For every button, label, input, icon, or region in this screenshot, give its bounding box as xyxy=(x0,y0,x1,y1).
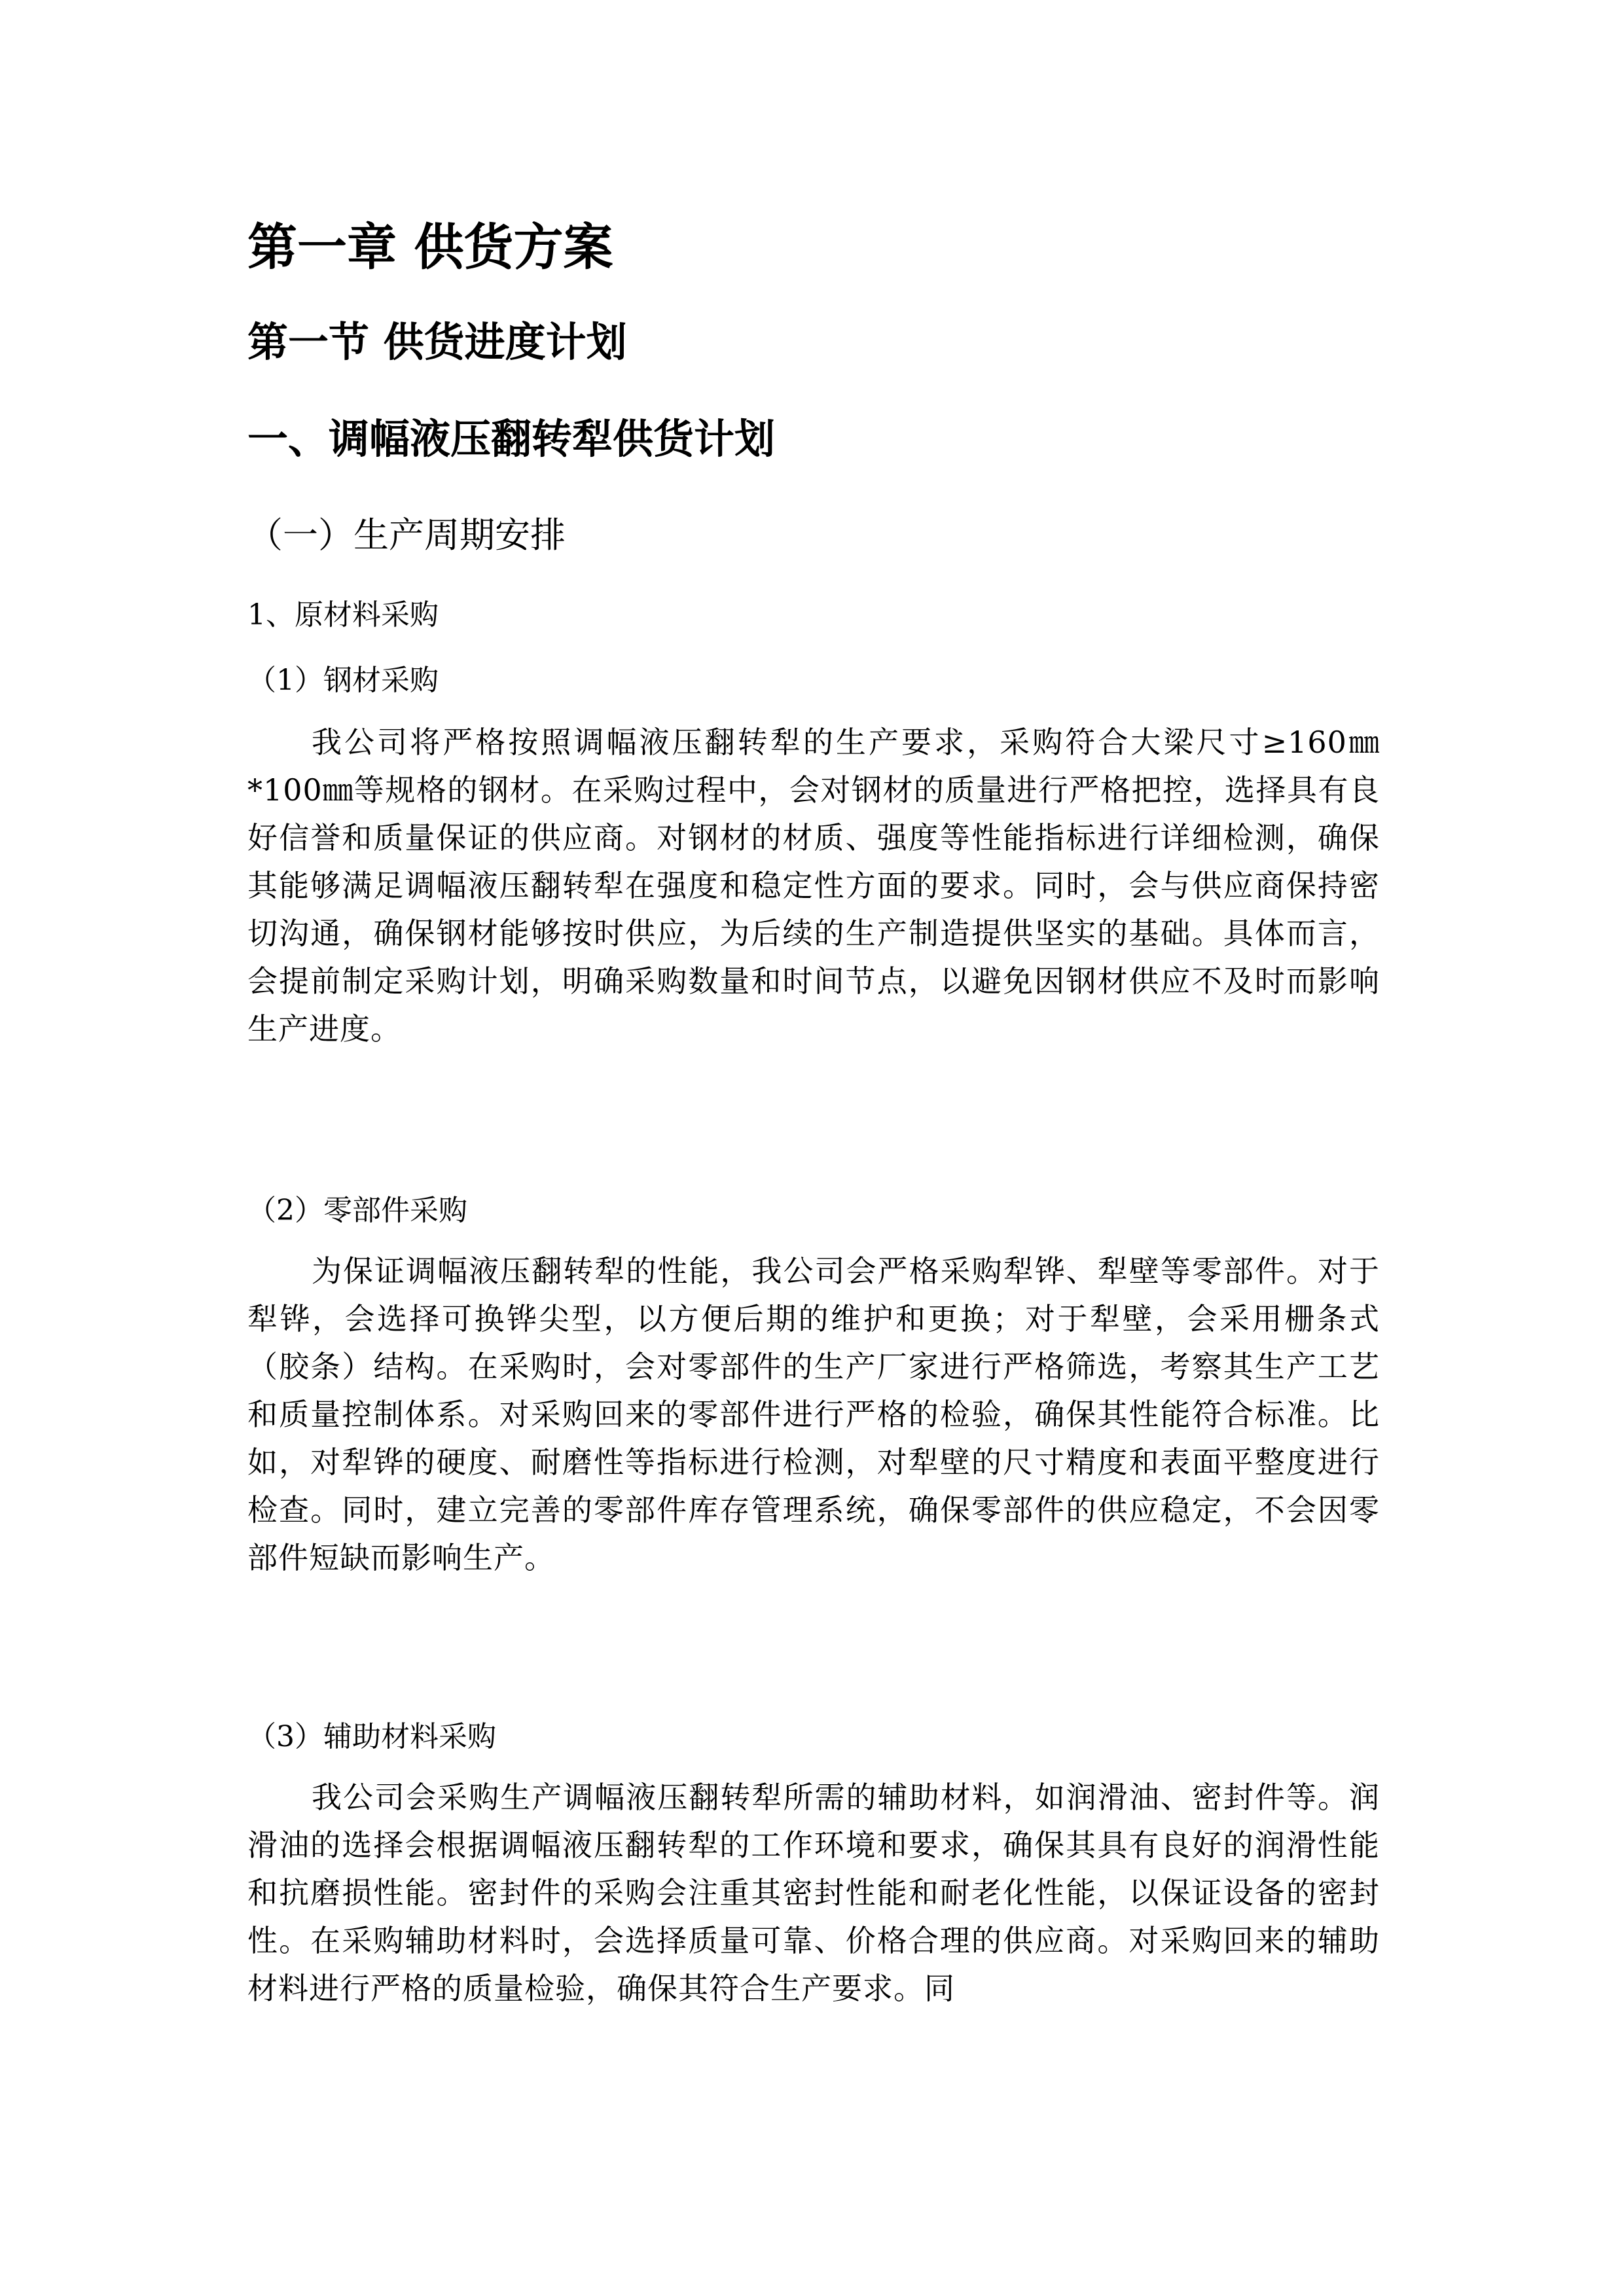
heading-plan: 一、调幅液压翻转犁供货计划 xyxy=(247,415,776,463)
heading-raw-material-procurement: 1、原材料采购 xyxy=(247,598,439,632)
paragraph-auxiliary: 我公司会采购生产调幅液压翻转犁所需的辅助材料，如润滑油、密封件等。润滑油的选择会根据调幅液压翻转犁的工作环境和要求，确保其具有良好的润滑性能和抗磨损性能。密封件的采购会注重其密封性能和耐老化性能，以保证设备的密封性。在采购辅助材料时，会选择质量可靠、价格合理的供应商。对采购回来的辅助材料进行严格的质量检验，确保其符合生产要求。同 xyxy=(247,1780,1380,2006)
subsection-title-auxiliary: （3）辅助材料采购 xyxy=(247,1720,496,1753)
section-title: 第一节 供货进度计划 xyxy=(247,318,627,366)
paragraph-steel: 我公司将严格按照调幅液压翻转犁的生产要求，采购符合大梁尺寸≥160㎜*100㎜等规格的钢材。在采购过程中，会对钢材的质量进行严格把控，选择具有良好信誉和质量保证的供应商。对钢材的材质、强度等性能指标进行详细检测，确保其能够满足调幅液压翻转犁在强度和稳定性方面的要求。同时，会与供应商保持密切沟通，确保钢材能够按时供应，为后续的生产制造提供坚实的基础。具体而言，会提前制定采购计划，明确采购数量和时间节点，以避免因钢材供应不及时而影响生产进度。 xyxy=(247,725,1380,1047)
paragraph-parts: 为保证调幅液压翻转犁的性能，我公司会严格采购犁铧、犁壁等零部件。对于犁铧，会选择可换铧尖型，以方便后期的维护和更换；对于犁壁，会采用栅条式（胶条）结构。在采购时，会对零部件的生产厂家进行严格筛选，考察其生产工艺和质量控制体系。对采购回来的零部件进行严格的检验，确保其性能符合标准。比如，对犁铧的硬度、耐磨性等指标进行检测，对犁壁的尺寸精度和表面平整度进行检查。同时，建立完善的零部件库存管理系统，确保零部件的供应稳定，不会因零部件短缺而影响生产。 xyxy=(247,1253,1380,1575)
heading-production-cycle: （一）生产周期安排 xyxy=(247,514,566,556)
chapter-title: 第一章 供货方案 xyxy=(247,218,613,276)
subsection-title-steel: （1）钢材采购 xyxy=(247,664,439,697)
subsection-title-parts: （2）零部件采购 xyxy=(247,1194,467,1227)
